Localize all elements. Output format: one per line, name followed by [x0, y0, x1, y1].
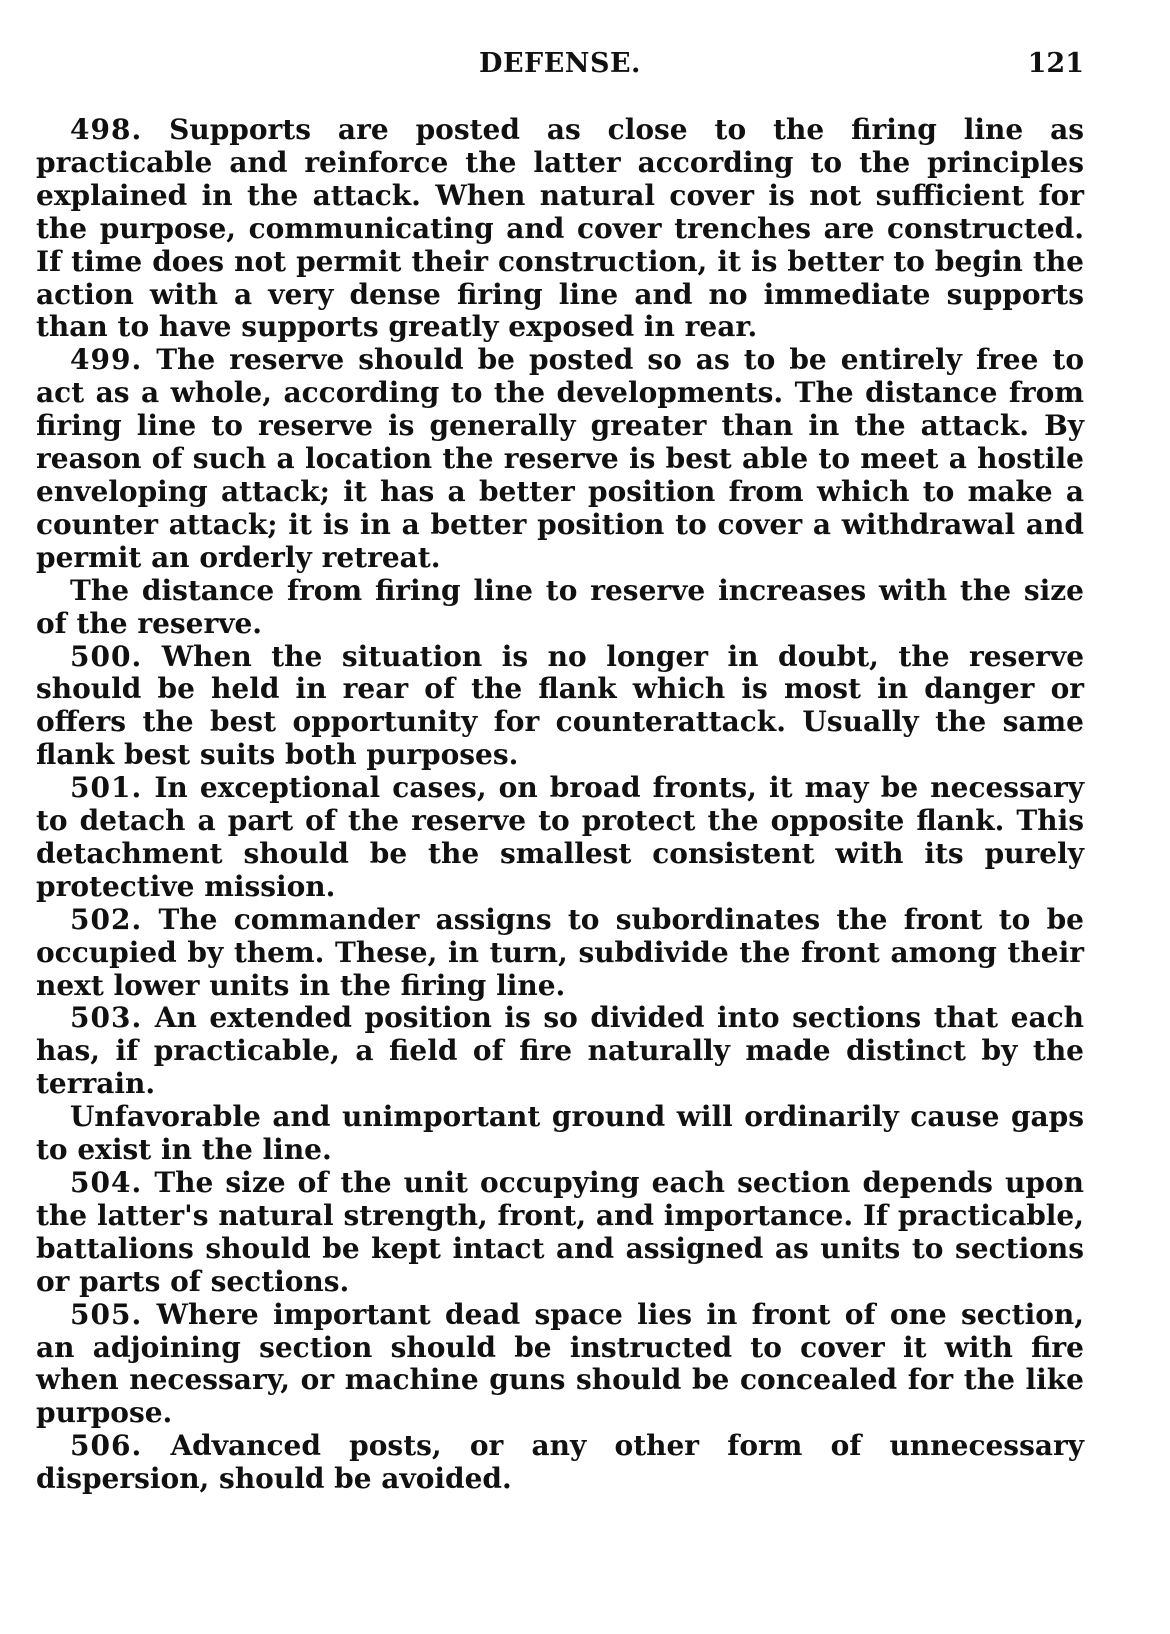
paragraph-number: 498. — [70, 113, 143, 146]
body-text — [36, 114, 1084, 1496]
paragraph-499-continuation — [36, 575, 1084, 641]
paragraph-text: The size of the unit occupying each section depends upon the latter's natural strength, front, and importance. If practicable, battalions should be kept intact and assigned as units to sections or parts of sections. — [36, 1166, 1084, 1298]
paragraph-505 — [36, 1299, 1084, 1431]
paragraph-503-continuation — [36, 1101, 1084, 1167]
paragraph-text: Supports are posted as close to the firing line as practicable and reinforce the latter according to the principles explained in the attack. When natural cover is not sufficient for the purpose, communicating and cover trenches are constructed. If time does not permit their construction, it is better to begin the action with a very dense firing line and no immediate supports than to have supports greatly exposed in rear. — [36, 113, 1084, 344]
paragraph-text: Where important dead space lies in front of one section, an adjoining section should be instructed to cover it with fire when necessary, or machine guns should be concealed for the like purpose. — [36, 1297, 1085, 1430]
paragraph-number: 504. — [70, 1166, 143, 1199]
paragraph-number: 500. — [70, 639, 143, 673]
paragraph-499 — [36, 344, 1084, 574]
running-title: DEFENSE. — [479, 48, 641, 79]
paragraph-number: 502. — [70, 902, 143, 936]
paragraph-text: Advanced posts, or any other form of unnecessary dispersion, should be avoided. — [36, 1429, 1084, 1496]
paragraph-text: When the situation is no longer in doubt, the reserve should be held in rear of the flank which is most in danger or offers the best opportunity for counterattack. Usually the same flank best suits both purposes. — [36, 639, 1085, 772]
paragraph-500 — [36, 641, 1084, 773]
paragraph-text: An extended position is so divided into sections that each has, if practicable, a field of fire naturally made distinct by the terrain. — [36, 1001, 1084, 1101]
paragraph-number: 503. — [70, 1001, 143, 1035]
paragraph-number: 499. — [70, 343, 143, 377]
paragraph-498 — [36, 114, 1084, 344]
paragraph-number: 501. — [70, 771, 143, 805]
running-head — [36, 48, 1084, 92]
paragraph-503 — [36, 1002, 1084, 1101]
paragraph-text: The reserve should be posted so as to be entirely free to act as a whole, according to the developments. The distance from firing line to reserve is generally greater than in the attack. By reason of such a location the reserve is best able to meet a hostile enveloping attack; it has a better position from which to make a counter attack; it is in a better position to cover a withdrawal and permit an orderly retreat. — [36, 343, 1085, 574]
paragraph-502 — [36, 904, 1084, 1003]
paragraph-text: In exceptional cases, on broad fronts, it may be necessary to detach a part of the reserve to protect the opposite flank. This detachment should be the smallest consistent with its purely protective mission. — [36, 771, 1084, 903]
book-page — [36, 48, 1084, 1496]
paragraph-number: 505. — [70, 1297, 143, 1331]
paragraph-text: Unfavorable and unimportant ground will ordinarily cause gaps to exist in the line. — [36, 1100, 1084, 1167]
paragraph-number: 506. — [70, 1429, 143, 1463]
paragraph-text: The distance from firing line to reserve increases with the size of the reserve. — [36, 573, 1084, 640]
page-number: 121 — [1027, 48, 1084, 79]
paragraph-501 — [36, 772, 1084, 904]
paragraph-504 — [36, 1167, 1084, 1299]
paragraph-506 — [36, 1430, 1084, 1496]
paragraph-text: The commander assigns to subordinates the front to be occupied by them. These, in turn, subdivide the front among their next lower units in the firing line. — [36, 902, 1084, 1002]
